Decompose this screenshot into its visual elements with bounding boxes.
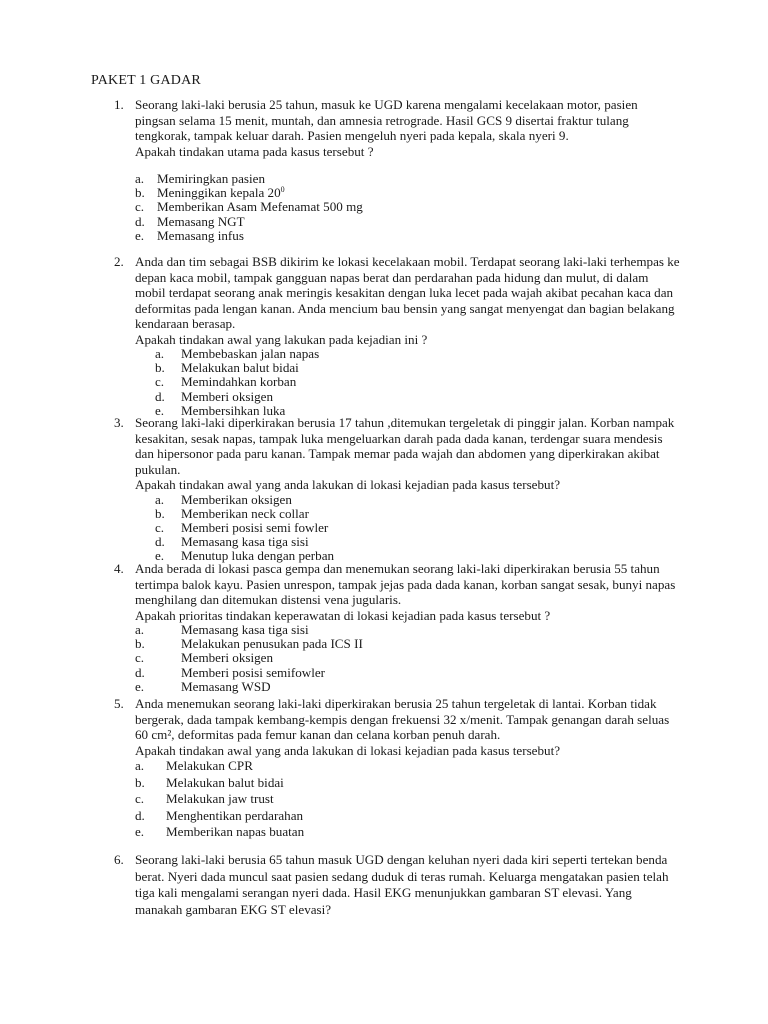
option-e: e. Memberikan napas buatan [135,824,305,839]
question-stem: Anda dan tim sebagai BSB dikirim ke lokasi kecelakaan mobil. Terdapat seorang laki-laki terhempas ke depan kaca mobil, tampak gangguan napas berat dan perdarahan pada hidung dan mulut, di dalam mobil terdapat seorang anak meringis kesakitan dengan luka lecet pada wajah akibat pecahan kaca dan deformitas pada lengan kanan. Anda mencium bau bensin yang sangat menyengat dan bagian belakang kendaraan berasap. [135,254,680,331]
option-d: d. Menghentikan perdarahan [135,807,304,823]
question-stem: Seorang laki-laki berusia 65 tahun masuk UGD dengan keluhan nyeri dada kiri seperti tertekan benda berat. Nyeri dada muncul saat pasien sedang duduk di teras rumah. Keluarga mengatakan pasien telah tiga kali mengalami serangan nyeri dada. Hasil EKG menunjukkan gambaran ST elevasi. Yang manakah gambaran EKG ST elevasi? [135,852,669,917]
option-list [135,172,681,243]
question-3 [91,415,681,563]
option-list [135,623,681,694]
question-number: 3. [114,415,124,430]
question-ask: Apakah tindakan awal yang anda lakukan di lokasi kejadian pada kasus tersebut? [135,477,561,492]
option-c: c. Memberi oksigen [135,650,274,666]
option-b: b. Melakukan balut bidai [135,774,284,790]
option-a: a. Memiringkan pasien [135,171,265,186]
option-b: b. Melakukan balut bidai [155,360,299,376]
option-e: e. Memasang infus [135,227,244,243]
question-ask: Apakah prioritas tindakan keperawatan di lokasi kejadian pada kasus tersebut ? [135,607,551,623]
question-ask: Apakah tindakan utama pada kasus tersebut ? [135,143,374,159]
option-d: d. Memasang NGT [135,213,245,229]
option-d: d. Memberi oksigen [155,388,274,404]
question-stem: Anda berada di lokasi pasca gempa dan menemukan seorang laki-laki diperkirakan berusia 55 tahun tertimpa balok kayu. Pasien unrespon, tampak jejas pada dada kanan, korban sangat sesak, bunyi napas menghilang dan ditemukan distensi vena jugularis. [135,561,676,607]
degree-superscript: 0 [280,185,285,195]
document-title: PAKET 1 GADAR [91,73,201,88]
option-e: e. Menutup luka dengan perban [155,548,335,564]
option-a: a. Membebaskan jalan napas [155,346,320,361]
option-d: d. Memberi posisi semifowler [135,664,326,680]
option-list [155,493,681,564]
question-number: 4. [114,561,124,576]
option-b: b. Melakukan penusukan pada ICS II [135,636,363,652]
question-stem: Seorang laki-laki berusia 25 tahun, masuk ke UGD karena mengalami kecelakaan motor, pasien pingsan selama 15 menit, muntah, dan amnesia retrograde. Hasil GCS 9 disertai fraktur tulang tengkorak, tampak keluar darah. Pasien mengeluh nyeri pada kepala, skala nyeri 9. [135,97,638,143]
option-a: a. Memberikan oksigen [155,491,292,507]
question-stem: Anda menemukan seorang laki-laki diperkirakan berusia 25 tahun tergeletak di lantai. Korban tidak bergerak, dada tampak kembang-kempis dengan frekuensi 32 x/menit. Tampak genangan darah seluas 60 cm², deformitas pada femur kanan dan celana korban penuh darah. [135,696,670,742]
question-4 [91,561,681,694]
option-a: a. Melakukan CPR [135,758,253,773]
option-c: c. Memberi posisi semi fowler [155,519,329,535]
question-5 [91,696,681,841]
question-stem: Seorang laki-laki diperkirakan berusia 17 tahun ,ditemukan tergeletak di pinggir jalan. Korban nampak kesakitan, sesak napas, tampak luka mengeluarkan darah pada dada kanan, terdengar suara mendesis dan hipersonor pada paru kanan. Tampak memar pada wajah dan abdomen yang diperkirakan akibat pukulan. [135,415,675,477]
option-list [155,347,681,418]
question-6 [91,852,681,918]
option-e: e. Memasang WSD [135,678,271,694]
question-ask: Apakah tindakan awal yang anda lakukan di lokasi kejadian pada kasus tersebut? [135,742,561,758]
question-number: 1. [114,97,124,112]
option-d: d. Memasang kasa tiga sisi [155,534,309,550]
question-1 [91,97,681,243]
option-c: c. Melakukan jaw trust [135,791,274,806]
option-c: c. Memberikan Asam Mefenamat 500 mg [135,199,363,215]
option-c: c. Memindahkan korban [155,374,297,390]
question-ask: Apakah tindakan awal yang lakukan pada kejadian ini ? [135,331,428,347]
option-e: e. Membersihkan luka [155,402,286,418]
option-b: b. Memberikan neck collar [155,505,309,521]
question-number: 6. [114,852,124,867]
question-number: 5. [114,696,124,711]
question-number: 2. [114,254,124,269]
option-list [135,758,681,841]
question-2 [91,254,681,418]
option-b: b. Meninggikan kepala $20^0$ [135,185,285,201]
option-a: a. Memasang kasa tiga sisi [135,622,309,637]
